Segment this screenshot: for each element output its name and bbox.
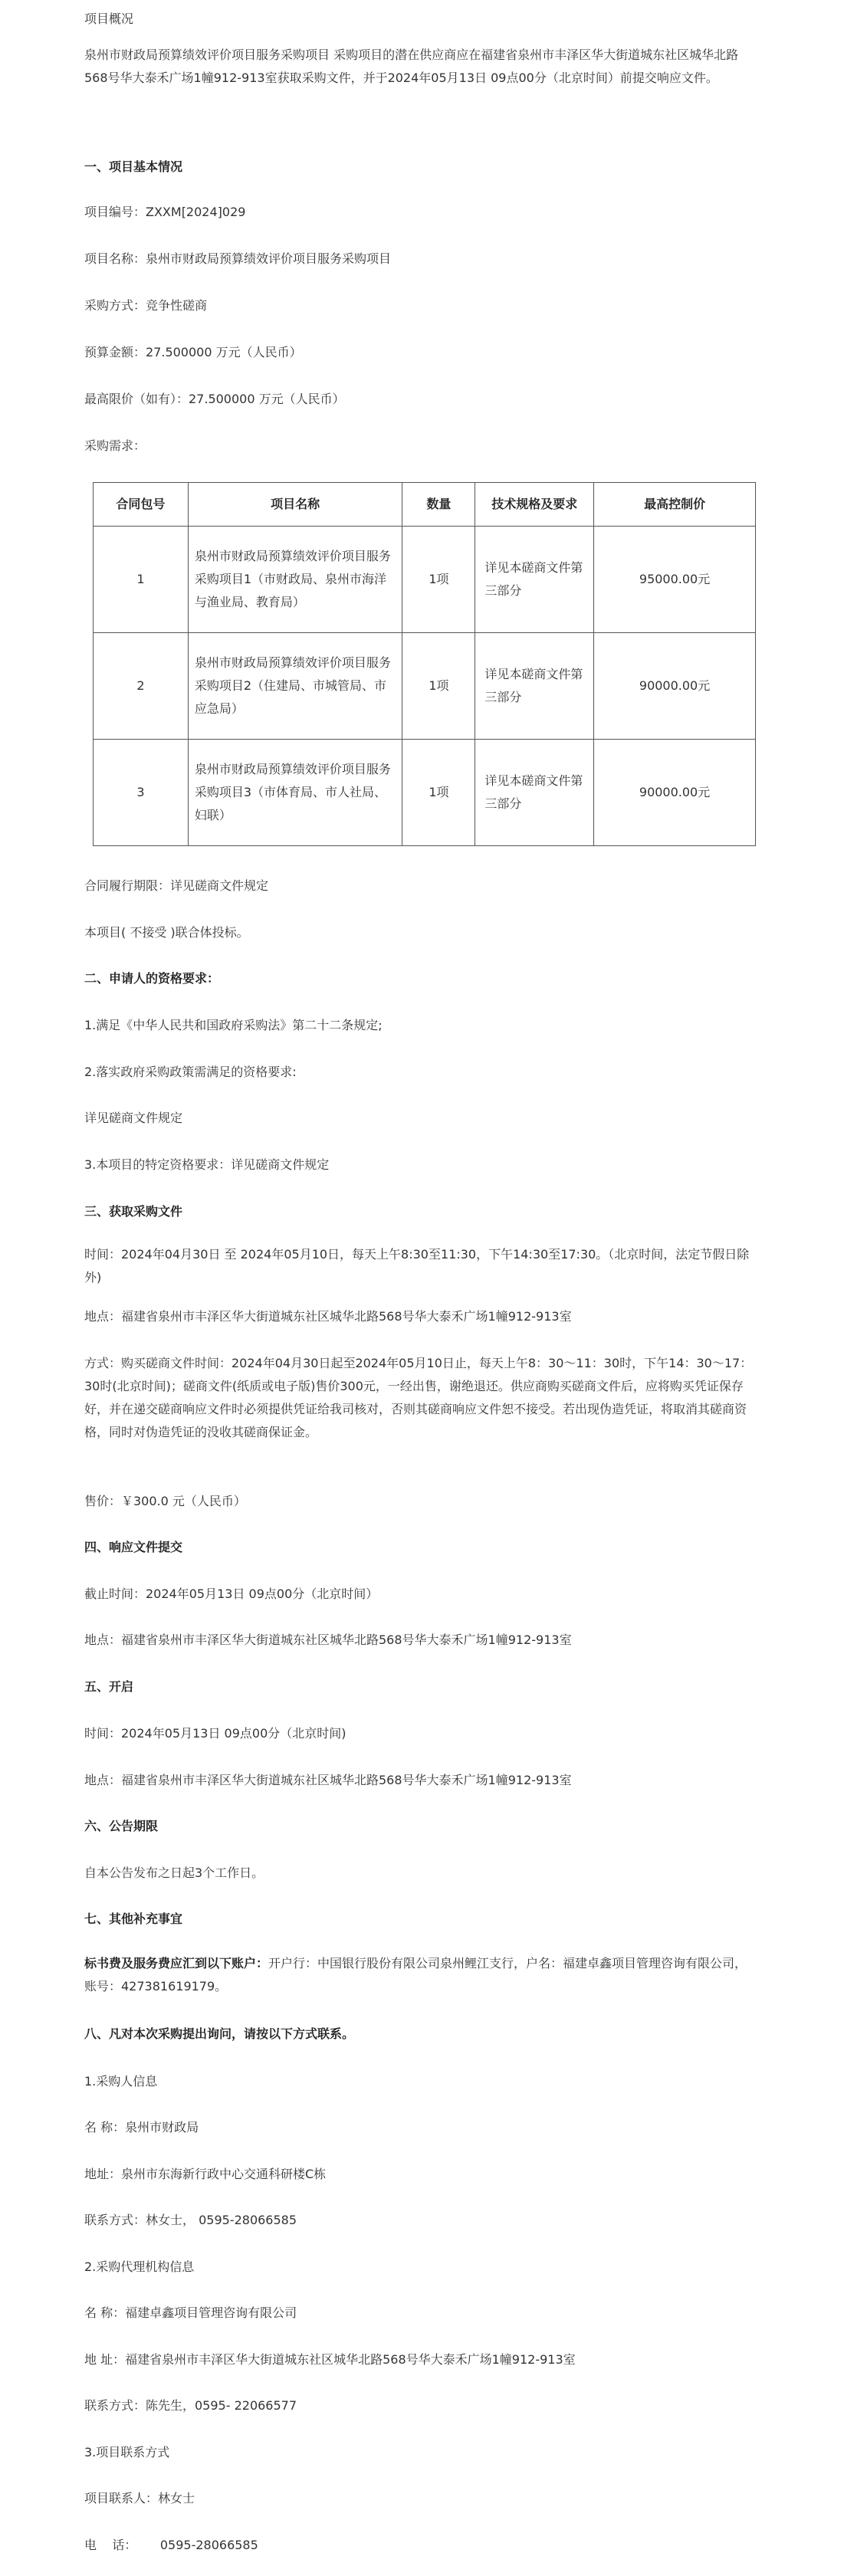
cell-qty: 1项	[402, 527, 475, 633]
cell-qty: 1项	[402, 633, 475, 740]
section1-heading: 一、项目基本情况	[84, 159, 183, 174]
qualification-3: 3.本项目的特定资格要求：详见磋商文件规定	[84, 1157, 330, 1172]
purchaser-contact: 联系方式：林女士， 0595-28066585	[84, 2213, 297, 2227]
cell-spec: 详见本磋商文件第三部分	[475, 740, 594, 846]
cell-price: 95000.00元	[594, 527, 756, 633]
cell-price: 90000.00元	[594, 633, 756, 740]
cell-spec: 详见本磋商文件第三部分	[475, 633, 594, 740]
section4-heading: 四、响应文件提交	[84, 1540, 183, 1554]
cell-spec: 详见本磋商文件第三部分	[475, 527, 594, 633]
requirements-table	[93, 482, 756, 846]
section6-heading: 六、公告期限	[84, 1819, 159, 1833]
opening-time: 时间：2024年05月13日 09点00分（北京时间)	[84, 1726, 346, 1741]
purchaser-address: 地址：泉州市东海新行政中心交通科研楼C栋	[84, 2167, 327, 2181]
qualification-2-detail: 详见磋商文件规定	[84, 1111, 183, 1125]
consortium-note: 本项目( 不接受 )联合体投标。	[84, 925, 249, 940]
purchaser-name: 名 称：泉州市财政局	[84, 2120, 199, 2135]
agency-address: 地 址：福建省泉州市丰泽区华大街道城东社区城华北路568号华大泰禾广场1幢912-913室	[84, 2352, 576, 2367]
submit-deadline: 截止时间：2024年05月13日 09点00分（北京时间）	[84, 1587, 379, 1601]
cell-no: 2	[94, 633, 189, 740]
cell-no: 1	[94, 527, 189, 633]
header-project-name: 项目名称	[188, 483, 402, 527]
cell-price: 90000.00元	[594, 740, 756, 846]
section3-heading: 三、获取采购文件	[84, 1204, 183, 1219]
table-row	[94, 633, 756, 740]
account-lead: 标书费及服务费应汇到以下账户：	[84, 1956, 269, 1971]
agency-contact: 联系方式：陈先生，0595- 22066577	[84, 2398, 297, 2413]
qualification-2: 2.落实政府采购政策需满足的资格要求:	[84, 1065, 297, 1079]
announcement-period: 自本公告发布之日起3个工作日。	[84, 1866, 264, 1880]
document-price: 售价：￥300.0 元（人民币）	[84, 1494, 246, 1508]
submit-place: 地点：福建省泉州市丰泽区华大街道城东社区城华北路568号华大泰禾广场1幢912-913室	[84, 1633, 572, 1647]
account-info	[84, 1952, 759, 1998]
cell-no: 3	[94, 740, 189, 846]
section5-heading: 五、开启	[84, 1679, 134, 1694]
cell-name: 泉州市财政局预算绩效评价项目服务采购项目1（市财政局、泉州市海洋与渔业局、教育局）	[188, 527, 402, 633]
header-spec: 技术规格及要求	[475, 483, 594, 527]
header-max-price: 最高控制价	[594, 483, 756, 527]
agency-name: 名 称：福建卓鑫项目管理咨询有限公司	[84, 2305, 297, 2320]
agency-title: 2.采购代理机构信息	[84, 2259, 195, 2274]
section7-heading: 七、其他补充事宜	[84, 1911, 183, 1926]
account-details: 开户行：中国银行股份有限公司泉州鲤江支行，户名：福建卓鑫项目管理咨询有限公司，账号：427381619179。	[84, 1956, 747, 1994]
table-row	[94, 527, 756, 633]
section8-heading: 八、凡对本次采购提出询问，请按以下方式联系。	[84, 2026, 355, 2041]
overview-title: 项目概况	[84, 11, 134, 26]
project-contact-title: 3.项目联系方式	[84, 2445, 170, 2460]
opening-place: 地点：福建省泉州市丰泽区华大街道城东社区城华北路568号华大泰禾广场1幢912-913室	[84, 1773, 572, 1787]
obtain-method: 方式：购买磋商文件时间：2024年04月30日起至2024年05月10日止，每天上午8：30～11：30时，下午14：30～17：30时(北京时间)；磋商文件(纸质或电子版)售价300元，一经出售，谢绝退还。供应商购买磋商文件后，应将购买凭证保存好，并在递交磋商响应文件时必须提供凭证给我司核对，否则其磋商响应文件恕不接受。若出现伪造凭证，将取消其磋商资格，同时对伪造凭证的没收其磋商保证金。	[84, 1356, 753, 1439]
table-row	[94, 740, 756, 846]
project-name: 项目名称：泉州市财政局预算绩效评价项目服务采购项目	[84, 251, 392, 266]
header-quantity: 数量	[402, 483, 475, 527]
obtain-time: 时间：2024年04月30日 至 2024年05月10日，每天上午8:30至11:30，下午14:30至17:30。（北京时间，法定节假日除外)	[84, 1247, 750, 1285]
section2-heading: 二、申请人的资格要求：	[84, 971, 220, 986]
table-header-row	[94, 483, 756, 527]
procurement-method: 采购方式：竞争性磋商	[84, 298, 208, 313]
qualification-1: 1.满足《中华人民共和国政府采购法》第二十二条规定;	[84, 1018, 383, 1032]
contract-period: 合同履行期限：详见磋商文件规定	[84, 878, 269, 893]
project-number: 项目编号：ZXXM[2024]029	[84, 205, 246, 219]
purchaser-title: 1.采购人信息	[84, 2074, 158, 2089]
header-contract-no: 合同包号	[94, 483, 189, 527]
project-contact-person: 项目联系人：林女士	[84, 2491, 195, 2505]
cell-name: 泉州市财政局预算绩效评价项目服务采购项目2（住建局、市城管局、市应急局）	[188, 633, 402, 740]
obtain-place: 地点：福建省泉州市丰泽区华大街道城东社区城华北路568号华大泰禾广场1幢912-913室	[84, 1309, 572, 1324]
cell-qty: 1项	[402, 740, 475, 846]
budget-amount: 预算金额：27.500000 万元（人民币）	[84, 345, 302, 359]
overview-intro: 泉州市财政局预算绩效评价项目服务采购项目 采购项目的潜在供应商应在福建省泉州市丰泽区华大街道城东社区城华北路568号华大泰禾广场1幢912-913室获取采购文件，并于2024年05月13日 09点00分（北京时间）前提交响应文件。	[84, 48, 739, 85]
project-phone: 电 话： 0595-28066585	[84, 2538, 258, 2552]
max-price: 最高限价（如有）：27.500000 万元（人民币）	[84, 392, 345, 406]
cell-name: 泉州市财政局预算绩效评价项目服务采购项目3（市体育局、市人社局、妇联）	[188, 740, 402, 846]
demand-label: 采购需求：	[84, 438, 146, 453]
